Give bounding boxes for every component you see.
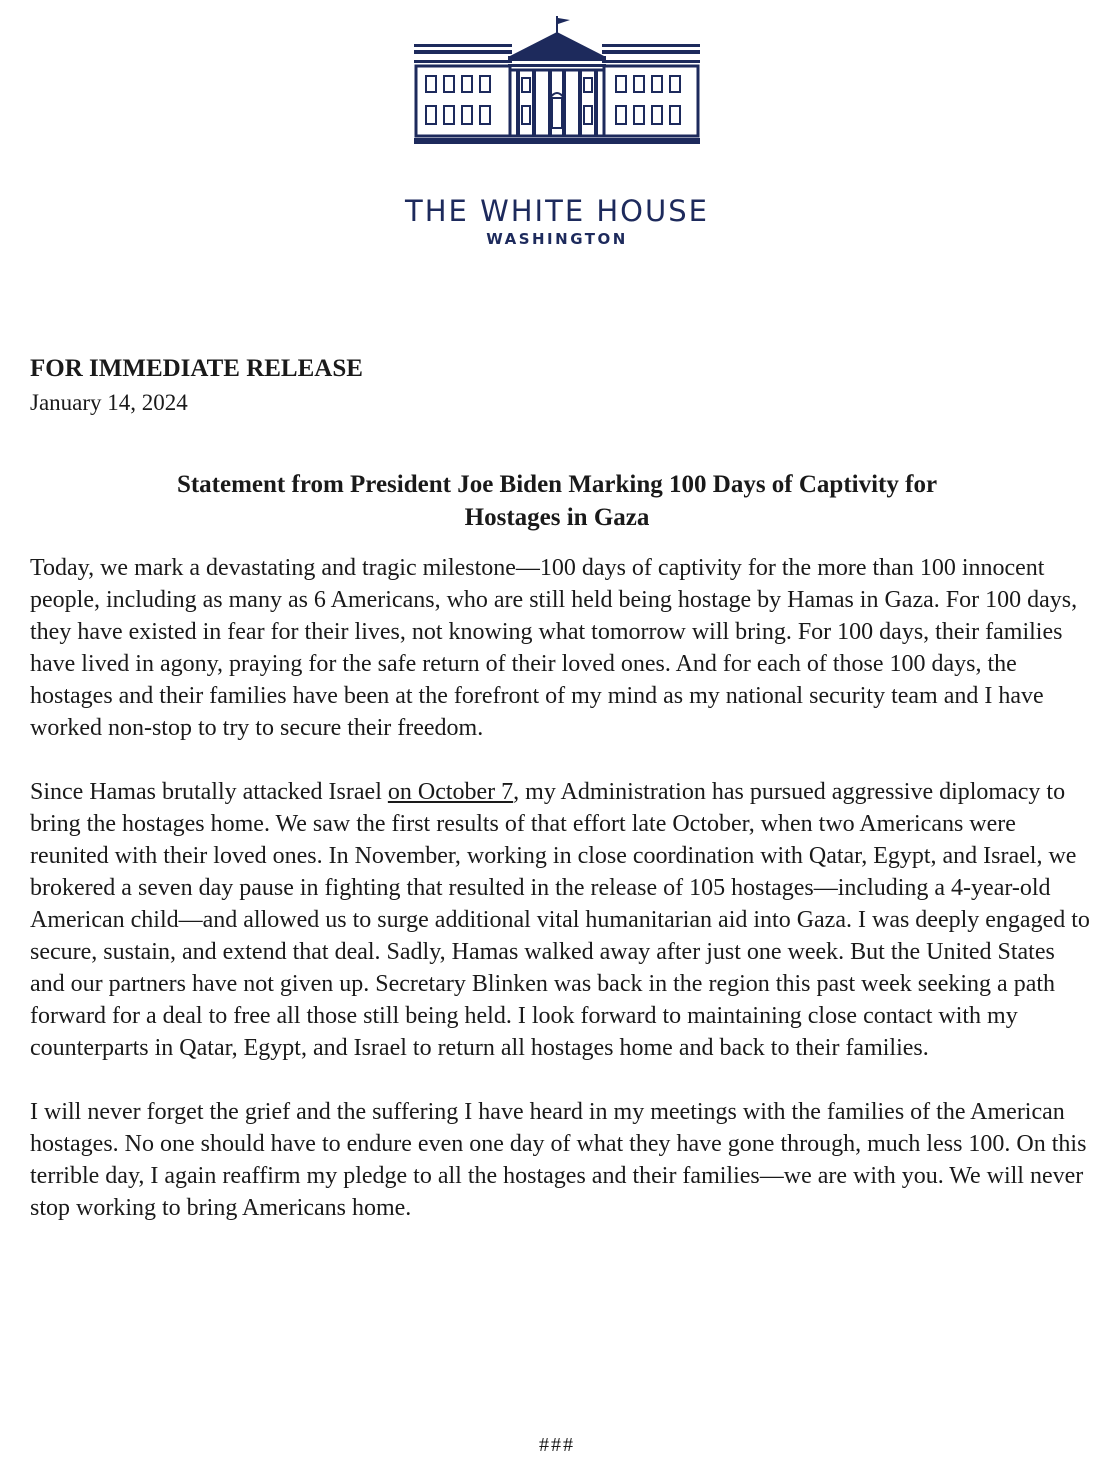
paragraph-2-before-link: Since Hamas brutally attacked Israel [30,779,388,805]
white-house-building-icon [412,14,702,156]
release-label: FOR IMMEDIATE RELEASE [30,355,363,382]
paragraph-1: Today, we mark a devastating and tragic milestone—100 days of captivity for the more than 100 innocent people, including as many as 6 Americans, who are still held being hostage by Hamas in Gaza. For 100 days, they have existed in fear for their lives, not knowing what tomorrow will bring. For 100 days, their families have lived in agony, praying for the safe return of their loved ones. And for each of those 100 days, the hostages and their families have been at the forefront of my mind as my national security team and I have worked non-stop to try to secure their freedom. [30,555,1078,741]
release-block [30,352,363,420]
statement-body [30,552,1090,1256]
org-name: THE WHITE HOUSE [405,194,709,228]
release-date: January 14, 2024 [30,390,188,415]
statement-title-line-1: Statement from President Joe Biden Marking 100 Days of Captivity for [176,471,938,498]
paragraph-3: I will never forget the grief and the suffering I have heard in my meetings with the families of the American hostages. No one should have to endure even one day of what they have gone through, much less 100. On this terrible day, I again reaffirm my pledge to all the hostages and their families—we are with you. We will never stop working to bring Americans home. [30,1099,1087,1221]
statement-title-line-2: Hostages in Gaza [464,504,650,531]
statement-title [30,468,1084,534]
end-mark: ### [539,1434,575,1456]
paragraph-2 [30,776,1090,1064]
paragraph-2-after-link: , my Administration has pursued aggressive diplomacy to bring the hostages home. We saw the first results of that effort late October, when two Americans were reunited with their loved ones. In November, working in close coordination with Qatar, Egypt, and Israel, we brokered a seven day pause in fighting that resulted in the release of 105 hostages—including a 4-year-old American child—and allowed us to surge additional vital humanitarian aid into Gaza. I was deeply engaged to secure, sustain, and extend that deal. Sadly, Hamas walked away after just one week. But the United States and our partners have not given up. Secretary Blinken was back in the region this past week seeking a path forward for a deal to free all those still being held. I look forward to maintaining close contact with my counterparts in Qatar, Egypt, and Israel to return all hostages home and back to their families. [30,779,1090,1061]
october-7-link[interactable]: on October 7 [387,779,514,805]
org-city: WASHINGTON [486,230,628,248]
letterhead [0,14,1114,250]
